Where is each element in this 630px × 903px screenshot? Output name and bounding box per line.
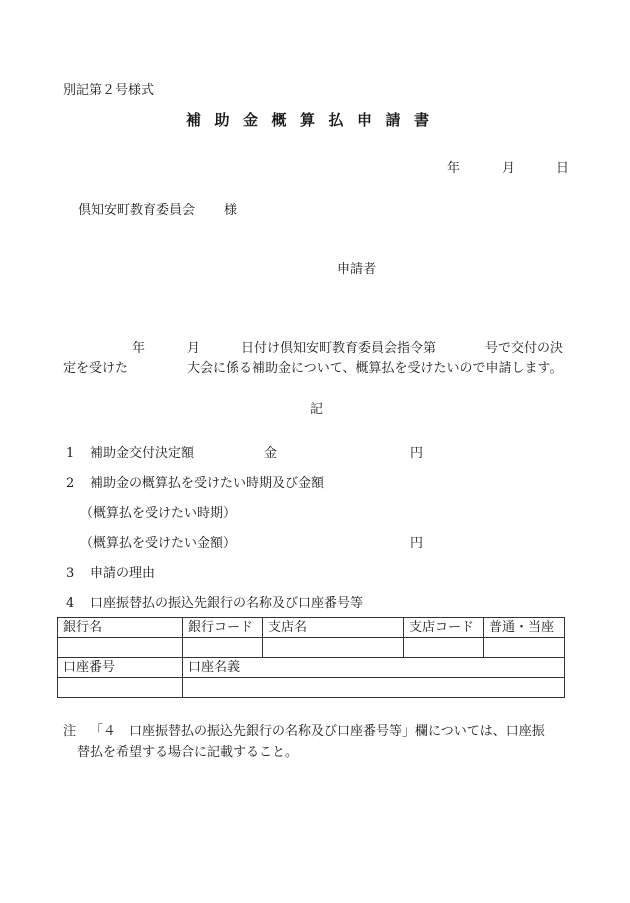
branch-name-cell[interactable] xyxy=(263,638,404,658)
applicant-label: 申請者 xyxy=(337,262,377,277)
note-label: 注 xyxy=(63,724,77,739)
branch-code-cell[interactable] xyxy=(404,638,484,658)
account-type-header: 普通・当座 xyxy=(484,618,565,638)
body-line1-rest: 日付け倶知安町教育委員会指令第 xyxy=(241,341,437,356)
branch-code-header: 支店コード xyxy=(404,618,484,638)
account-name-header: 口座名義 xyxy=(183,658,565,678)
note-line2: 替払を希望する場合に記載すること。 xyxy=(77,745,299,760)
bank-name-header: 銀行名 xyxy=(58,618,183,638)
account-name-cell[interactable] xyxy=(183,678,565,698)
date-year: 年 xyxy=(447,161,461,176)
item2-yen: 円 xyxy=(410,536,424,551)
item4-number: 4 xyxy=(66,596,75,611)
bank-code-header: 銀行コード xyxy=(183,618,263,638)
item3-label: 申請の理由 xyxy=(90,566,156,581)
account-value-row xyxy=(58,678,565,698)
body-year: 年 xyxy=(132,341,146,356)
item3-number: 3 xyxy=(66,566,75,581)
item1-yen: 円 xyxy=(410,446,424,461)
item1-kin: 金 xyxy=(264,446,278,461)
branch-name-header: 支店名 xyxy=(263,618,404,638)
item1-number: 1 xyxy=(66,446,75,461)
ki-marker: 記 xyxy=(310,402,324,417)
bank-account-table xyxy=(57,617,565,698)
account-type-cell[interactable] xyxy=(484,638,565,658)
body-line2-rest: 大会に係る補助金について、概算払を受けたいので申請します。 xyxy=(187,361,563,376)
account-number-cell[interactable] xyxy=(58,678,183,698)
bank-code-cell[interactable] xyxy=(183,638,263,658)
account-header-row xyxy=(58,658,565,678)
addressee-honorific: 様 xyxy=(224,203,238,218)
document-title: 補助金概算払申請書 xyxy=(186,111,443,129)
form-label: 別記第２号様式 xyxy=(63,83,155,98)
bank-header-row xyxy=(58,618,565,638)
date-month: 月 xyxy=(502,161,516,176)
date-day: 日 xyxy=(556,161,570,176)
item4-label: 口座振替払の振込先銀行の名称及び口座番号等 xyxy=(90,596,364,611)
body-number: 号で交付の決 xyxy=(485,341,564,356)
item1-label: 補助金交付決定額 xyxy=(90,446,195,461)
note-line1: 「４ 口座振替払の振込先銀行の名称及び口座番号等」欄については、口座振 xyxy=(90,724,545,739)
body-line2-start: 定を受けた xyxy=(63,361,129,376)
item2-label: 補助金の概算払を受けたい時期及び金額 xyxy=(90,476,325,491)
bank-name-cell[interactable] xyxy=(58,638,183,658)
bank-value-row xyxy=(58,638,565,658)
item2-time-label: （概算払を受けたい時期） xyxy=(80,506,237,521)
item2-amount-label: （概算払を受けたい金額） xyxy=(80,536,237,551)
addressee-name: 倶知安町教育委員会 xyxy=(78,203,196,218)
account-number-header: 口座番号 xyxy=(58,658,183,678)
item2-number: 2 xyxy=(66,476,75,491)
body-month: 月 xyxy=(187,341,201,356)
